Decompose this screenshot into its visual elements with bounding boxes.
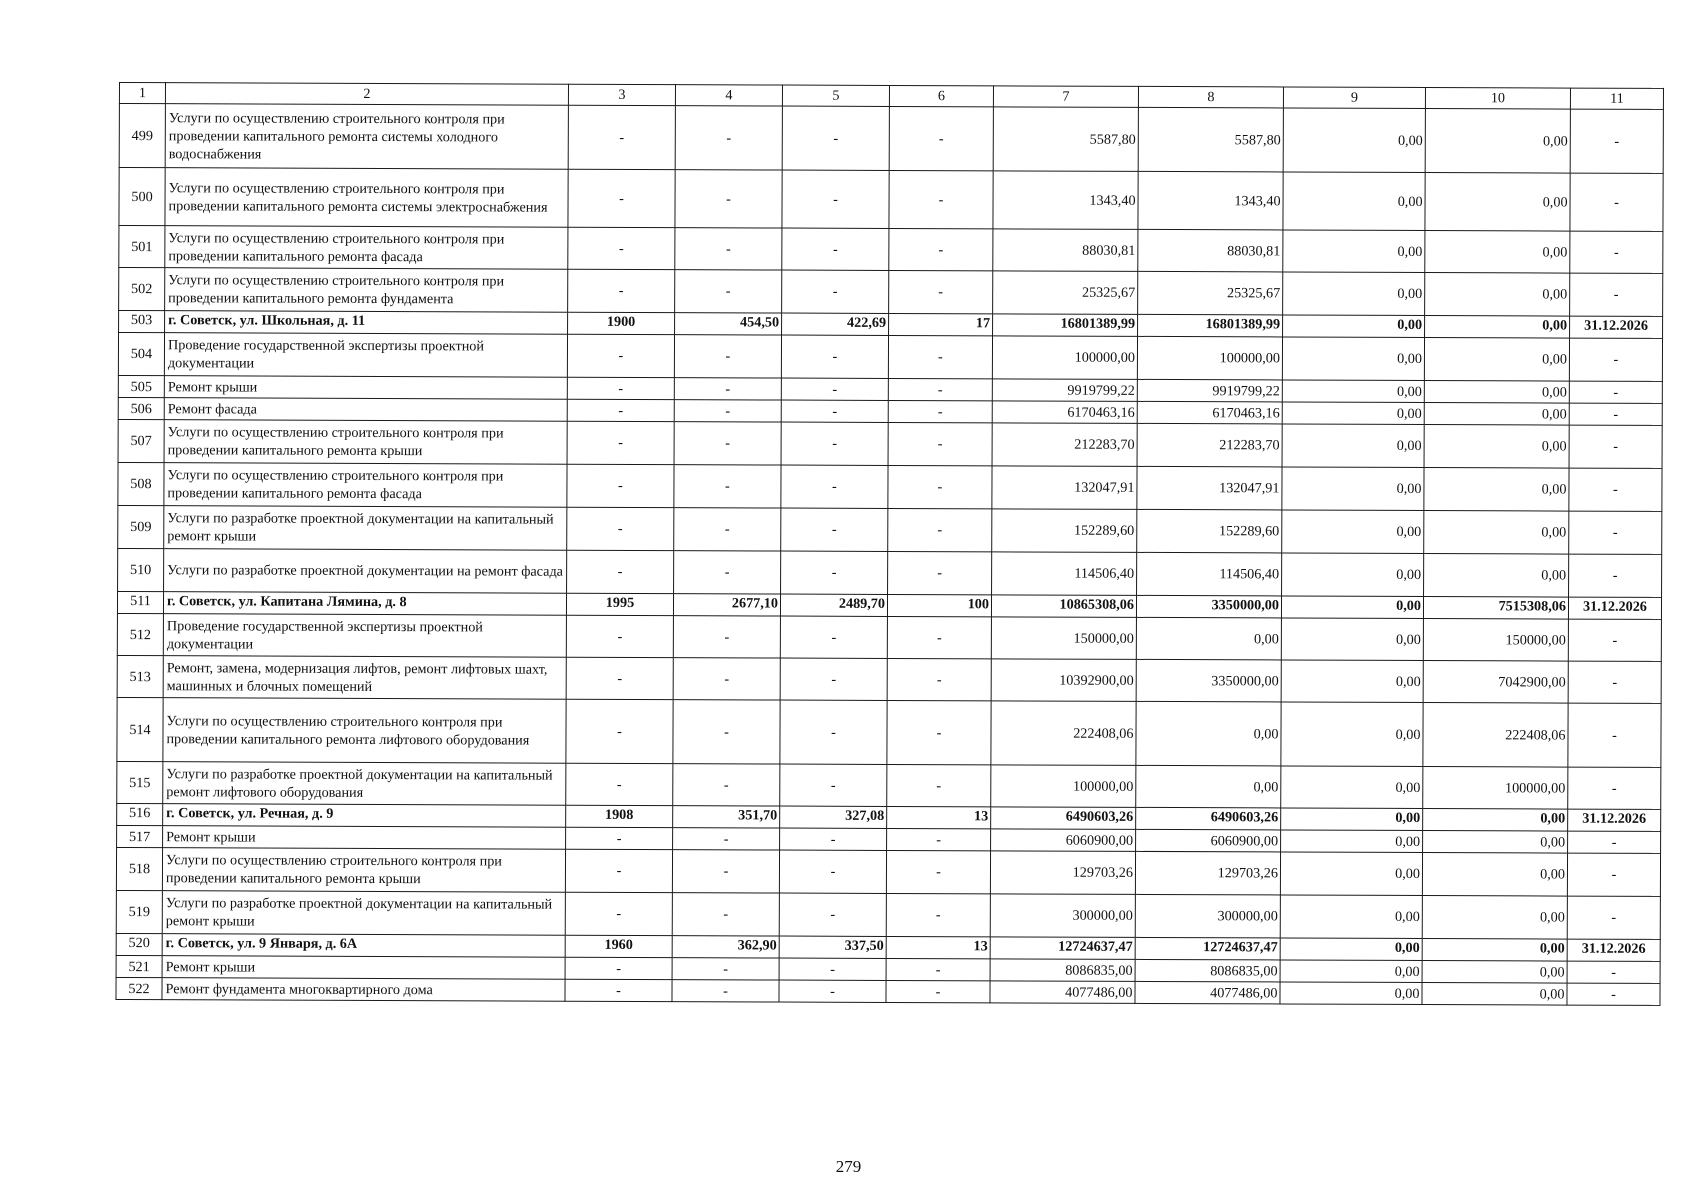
col-3-cell: - [568,105,675,169]
col-7-cell: 1343,40 [993,171,1138,230]
col-11-cell: - [1568,619,1661,661]
work-item-row [118,419,1662,468]
row-number-cell: 506 [118,397,164,419]
row-number-cell: 509 [118,505,164,548]
work-item-row [117,655,1661,703]
col-10-cell: 0,00 [1425,231,1570,274]
col-3-cell: - [566,827,673,849]
col-11-cell: - [1569,338,1662,381]
work-item-row [119,268,1663,317]
col-8-cell: 6490603,26 [1136,807,1281,830]
item-name-cell: Услуги по разработке проектной документации на ремонт фасада [164,549,567,594]
col-5-cell: - [781,378,888,400]
col-9-cell: 0,00 [1281,808,1423,831]
col-5-cell: - [782,170,889,228]
col-3-cell: - [566,763,673,805]
col-11-cell: - [1567,961,1660,983]
col-6-cell: - [889,270,993,313]
col-6-cell: - [886,980,990,1002]
col-10-cell: 222408,06 [1423,703,1568,768]
col-9-cell: 0,00 [1280,982,1422,1005]
col-10-cell: 0,00 [1422,983,1567,1006]
col-6-cell: - [889,170,993,228]
col-8-cell: 6170463,16 [1137,401,1282,424]
col-4-cell: - [673,658,780,700]
col-3-cell: - [567,507,674,550]
work-item-row [118,462,1662,511]
col-5-cell: - [782,270,889,313]
col-4-cell: - [674,422,781,465]
col-8-cell: 88030,81 [1138,229,1283,272]
work-item-row [118,505,1662,554]
col-8-cell: 129703,26 [1135,851,1280,895]
row-number-cell: 504 [118,333,164,376]
col-6-cell: - [888,508,992,551]
col-5-cell: - [781,335,888,378]
col-9-cell: 0,00 [1280,895,1422,939]
col-8-cell: 0,00 [1136,617,1281,660]
header-col-3: 3 [568,84,675,105]
col-8-cell: 12724637,47 [1135,937,1280,960]
header-col-11: 11 [1570,88,1663,109]
col-6-cell: - [886,850,990,893]
work-item-row [119,104,1663,174]
col-9-cell: 0,00 [1280,852,1422,896]
header-col-8: 8 [1138,86,1283,108]
col-5-cell: 327,08 [780,806,887,828]
row-number-cell: 513 [117,655,163,697]
col-7-cell: 9919799,22 [992,379,1137,402]
item-name-cell: Ремонт крыши [164,376,567,400]
row-number-cell: 502 [119,268,165,311]
col-11-cell: - [1569,554,1662,597]
col-6-cell: - [886,893,990,936]
col-7-cell: 6170463,16 [992,401,1137,424]
col-8-cell: 3350000,00 [1136,659,1281,702]
col-9-cell: 0,00 [1281,596,1423,619]
col-7-cell: 12724637,47 [990,937,1135,960]
col-9-cell: 0,00 [1283,272,1425,316]
col-5-cell: - [781,400,888,422]
col-11-cell: - [1568,661,1661,703]
row-number-cell: 500 [119,168,165,226]
col-7-cell: 212283,70 [992,423,1137,467]
col-7-cell: 10865308,06 [991,595,1136,618]
col-8-cell: 3350000,00 [1136,595,1281,618]
col-3-cell: - [567,550,674,593]
col-7-cell: 222408,06 [991,701,1136,766]
col-10-cell: 0,00 [1422,939,1567,962]
header-col-9: 9 [1283,87,1425,109]
col-7-cell: 8086835,00 [990,959,1135,982]
col-6-cell: - [888,465,992,508]
work-item-row [116,847,1660,896]
row-number-cell: 508 [118,462,164,505]
col-3-cell: - [567,377,674,399]
col-11-cell: - [1567,896,1660,939]
col-6-cell: - [887,616,991,658]
col-9-cell: 0,00 [1282,337,1424,381]
col-11-cell: - [1570,173,1663,231]
col-11-cell: - [1569,425,1662,468]
header-col-7: 7 [993,86,1138,108]
col-9-cell: 0,00 [1282,510,1424,554]
col-10-cell: 0,00 [1425,109,1570,174]
row-number-cell: 515 [117,761,163,803]
work-item-row [117,697,1661,767]
col-9-cell: 0,00 [1282,424,1424,468]
col-7-cell: 100000,00 [992,336,1137,380]
col-10-cell: 0,00 [1424,511,1569,555]
col-10-cell: 0,00 [1425,173,1570,232]
col-3-cell: - [568,269,675,312]
col-3-cell: - [566,615,673,657]
col-5-cell: 422,69 [782,313,889,335]
work-item-row [118,548,1662,597]
row-number-cell: 507 [118,419,164,462]
item-name-cell: Услуги по осуществлению строительного контроля при проведении капитального ремонта фасада [164,463,567,508]
col-8-cell: 114506,40 [1137,552,1282,596]
work-schedule-table [115,82,1664,1006]
col-8-cell: 1343,40 [1138,171,1283,230]
row-number-cell: 505 [118,375,164,397]
col-9-cell: 0,00 [1283,108,1425,173]
col-7-cell: 129703,26 [990,851,1135,895]
col-8-cell: 6060900,00 [1136,829,1281,852]
col-3-cell: - [568,169,675,227]
col-7-cell: 6060900,00 [991,829,1136,852]
item-name-cell: Услуги по осуществлению строительного контроля при проведении капитального ремонта фундамента [165,268,568,313]
item-name-cell: Проведение государственной экспертизы проектной документации [163,614,566,658]
col-5-cell: - [780,828,887,850]
col-8-cell: 212283,70 [1137,423,1282,467]
col-3-cell: - [567,421,674,464]
col-5-cell: - [781,508,888,551]
col-7-cell: 152289,60 [992,509,1137,553]
col-4-cell: 362,90 [672,936,779,958]
col-4-cell: - [673,828,780,850]
row-number-cell: 519 [116,890,162,933]
col-6-cell: 100 [887,594,991,616]
col-3-cell: - [567,464,674,507]
col-10-cell: 0,00 [1424,425,1569,469]
col-9-cell: 0,00 [1281,830,1423,853]
col-9-cell: 0,00 [1282,402,1424,425]
col-8-cell: 132047,91 [1137,466,1282,510]
col-3-cell: 1900 [568,312,675,334]
col-6-cell: - [888,422,992,465]
col-11-cell: - [1570,231,1663,273]
col-6-cell: - [887,764,991,806]
col-9-cell: 0,00 [1281,766,1423,809]
item-name-cell: Услуги по разработке проектной документации на капитальный ремонт крыши [162,891,565,936]
col-5-cell: - [781,422,888,465]
col-8-cell: 8086835,00 [1135,959,1280,982]
col-8-cell: 5587,80 [1138,107,1283,172]
col-10-cell: 0,00 [1424,554,1569,598]
header-col-2: 2 [165,83,568,106]
col-11-cell: 31.12.2026 [1567,939,1660,961]
col-4-cell: 351,70 [673,806,780,828]
col-3-cell: 1995 [566,593,673,615]
work-item-row [116,977,1660,1005]
col-10-cell: 0,00 [1423,809,1568,832]
col-11-cell: - [1568,767,1661,809]
col-5-cell: - [779,893,886,936]
col-10-cell: 0,00 [1425,273,1570,317]
col-7-cell: 100000,00 [991,765,1136,808]
col-4-cell: - [673,764,780,806]
col-9-cell: 0,00 [1283,315,1425,338]
col-6-cell: - [888,378,992,400]
col-11-cell: - [1569,468,1662,511]
col-7-cell: 88030,81 [993,229,1138,272]
col-10-cell: 7042900,00 [1423,661,1568,704]
col-5-cell: - [780,700,887,764]
col-10-cell: 0,00 [1423,831,1568,854]
col-9-cell: 0,00 [1281,660,1423,703]
col-8-cell: 25325,67 [1138,271,1283,315]
item-name-cell: Услуги по осуществлению строительного контроля при проведении капитального ремонта крыши [164,420,567,465]
header-col-6: 6 [889,85,993,106]
row-number-cell: 521 [116,955,162,977]
col-6-cell: - [887,658,991,700]
item-name-cell: Услуги по осуществлению строительного контроля при проведении капитального ремонта крыши [162,848,565,893]
col-3-cell: - [565,849,672,892]
col-6-cell: - [888,335,992,378]
col-3-cell: - [567,399,674,421]
col-6-cell: - [889,106,993,170]
item-name-cell: г. Советск, ул. Школьная, д. 11 [165,311,568,335]
col-7-cell: 150000,00 [991,617,1136,660]
col-5-cell: - [782,106,889,170]
row-number-cell: 503 [119,311,165,333]
col-5-cell: 337,50 [779,936,886,958]
col-5-cell: - [780,764,887,806]
item-name-cell: Ремонт фасада [164,398,567,422]
col-6-cell: 13 [886,936,990,958]
col-11-cell: 31.12.2026 [1570,316,1663,338]
work-item-row [119,226,1663,274]
row-number-cell: 520 [116,933,162,955]
col-3-cell: - [566,657,673,699]
item-name-cell: Услуги по разработке проектной документации на капитальный ремонт крыши [164,506,567,551]
header-col-4: 4 [675,85,782,106]
work-item-row [117,761,1661,809]
col-5-cell: - [781,465,888,508]
col-4-cell: - [674,378,781,400]
item-name-cell: г. Советск, ул. 9 Января, д. 6А [162,934,565,958]
row-number-cell: 510 [118,548,164,591]
col-8-cell: 0,00 [1136,701,1281,766]
col-9-cell: 0,00 [1280,960,1422,983]
item-name-cell: Услуги по осуществлению строительного контроля при проведении капитального ремонта фасада [165,226,568,270]
header-col-1: 1 [119,83,165,104]
col-9-cell: 0,00 [1282,553,1424,597]
col-10-cell: 0,00 [1424,338,1569,382]
col-10-cell: 0,00 [1424,403,1569,426]
col-5-cell: - [779,850,886,893]
col-3-cell: - [565,892,672,935]
col-4-cell: - [672,893,779,936]
item-name-cell: г. Советск, ул. Капитана Лямина, д. 8 [163,592,566,616]
col-6-cell: - [886,958,990,980]
col-8-cell: 16801389,99 [1138,314,1283,337]
work-item-row [116,890,1660,939]
col-11-cell: - [1569,511,1662,554]
col-4-cell: - [675,106,782,170]
col-10-cell: 0,00 [1425,316,1570,339]
col-10-cell: 0,00 [1422,896,1567,940]
item-name-cell: Проведение государственной экспертизы проектной документации [164,333,567,378]
col-11-cell: - [1569,403,1662,425]
col-9-cell: 0,00 [1281,618,1423,661]
item-name-cell: Услуги по осуществлению строительного контроля при проведении капитального ремонта системы холодного водоснабжения [165,104,568,170]
col-5-cell: - [779,980,886,1002]
col-3-cell: 1960 [565,935,672,957]
col-4-cell: - [674,400,781,422]
col-4-cell: - [674,508,781,551]
col-6-cell: - [889,228,993,270]
col-11-cell: - [1570,273,1663,316]
work-item-row [118,333,1662,382]
col-11-cell: 31.12.2026 [1568,809,1661,831]
col-4-cell: - [672,958,779,980]
col-7-cell: 300000,00 [990,894,1135,938]
col-4-cell: - [674,551,781,594]
col-9-cell: 0,00 [1282,467,1424,511]
row-number-cell: 516 [117,803,163,825]
col-3-cell: - [567,334,674,377]
col-9-cell: 0,00 [1283,172,1425,231]
col-6-cell: - [887,828,991,850]
col-5-cell: - [782,228,889,270]
col-10-cell: 0,00 [1424,468,1569,512]
item-name-cell: Ремонт фундамента многоквартирного дома [162,978,565,1002]
col-9-cell: 0,00 [1282,380,1424,403]
col-8-cell: 9919799,22 [1137,379,1282,402]
page-number: 279 [835,1157,862,1176]
col-3-cell: 1908 [566,805,673,827]
col-6-cell: - [888,400,992,422]
col-11-cell: - [1567,983,1660,1005]
row-number-cell: 501 [119,226,165,268]
item-name-cell: г. Советск, ул. Речная, д. 9 [163,804,566,828]
col-10-cell: 0,00 [1422,961,1567,984]
row-number-cell: 514 [117,697,163,761]
col-4-cell: 454,50 [675,313,782,335]
col-10-cell: 7515308,06 [1423,597,1568,620]
col-4-cell: 2677,10 [673,594,780,616]
work-item-row [119,168,1663,232]
item-name-cell: Услуги по разработке проектной документации на капитальный ремонт лифтового оборудования [163,762,566,806]
col-4-cell: - [674,465,781,508]
col-11-cell: - [1568,703,1661,767]
col-5-cell: - [780,658,887,700]
col-11-cell: 31.12.2026 [1568,597,1661,619]
col-7-cell: 132047,91 [992,466,1137,510]
col-4-cell: - [675,228,782,270]
col-5-cell: - [780,616,887,658]
col-6-cell: - [887,700,991,764]
col-4-cell: - [672,980,779,1002]
col-11-cell: - [1569,381,1662,403]
col-9-cell: 0,00 [1281,702,1423,767]
col-4-cell: - [672,850,779,893]
col-11-cell: - [1568,831,1661,853]
col-6-cell: 17 [889,313,993,335]
col-8-cell: 0,00 [1136,765,1281,808]
col-9-cell: 0,00 [1283,230,1425,273]
item-name-cell: Ремонт крыши [162,956,565,980]
col-4-cell: - [673,616,780,658]
col-10-cell: 0,00 [1424,381,1569,404]
row-number-cell: 517 [117,825,163,847]
col-8-cell: 4077486,00 [1135,981,1280,1004]
col-4-cell: - [675,270,782,313]
col-7-cell: 5587,80 [993,107,1138,172]
col-4-cell: - [675,170,782,228]
col-7-cell: 114506,40 [992,552,1137,596]
row-number-cell: 499 [119,104,165,168]
col-3-cell: - [566,699,673,763]
work-item-row [117,613,1661,661]
col-7-cell: 6490603,26 [991,807,1136,830]
row-number-cell: 522 [116,977,162,999]
col-5-cell: 2489,70 [780,594,887,616]
col-4-cell: - [673,700,780,764]
col-7-cell: 16801389,99 [993,314,1138,337]
col-7-cell: 25325,67 [993,271,1138,315]
col-8-cell: 152289,60 [1137,509,1282,553]
item-name-cell: Ремонт, замена, модернизация лифтов, ремонт лифтовых шахт, машинных и блочных помещений [163,656,566,700]
row-number-cell: 511 [117,591,163,613]
item-name-cell: Ремонт крыши [163,826,566,850]
item-name-cell: Услуги по осуществлению строительного контроля при проведении капитального ремонта лифтового оборудования [163,698,566,764]
col-10-cell: 0,00 [1422,853,1567,897]
header-col-10: 10 [1425,88,1570,110]
col-6-cell: 13 [887,806,991,828]
col-3-cell: - [568,227,675,269]
col-8-cell: 100000,00 [1137,336,1282,380]
col-7-cell: 4077486,00 [990,981,1135,1004]
col-10-cell: 100000,00 [1423,767,1568,810]
col-10-cell: 150000,00 [1423,619,1568,662]
col-7-cell: 10392900,00 [991,659,1136,702]
col-3-cell: - [565,979,672,1001]
col-4-cell: - [674,335,781,378]
col-6-cell: - [888,551,992,594]
col-5-cell: - [781,551,888,594]
header-col-5: 5 [782,85,889,106]
row-number-cell: 512 [117,613,163,655]
item-name-cell: Услуги по осуществлению строительного контроля при проведении капитального ремонта системы электроснабжения [165,168,568,228]
col-9-cell: 0,00 [1280,938,1422,961]
col-3-cell: - [565,957,672,979]
col-11-cell: - [1570,109,1663,173]
col-8-cell: 300000,00 [1135,894,1280,938]
col-5-cell: - [779,958,886,980]
row-number-cell: 518 [116,847,162,890]
col-11-cell: - [1567,853,1660,896]
